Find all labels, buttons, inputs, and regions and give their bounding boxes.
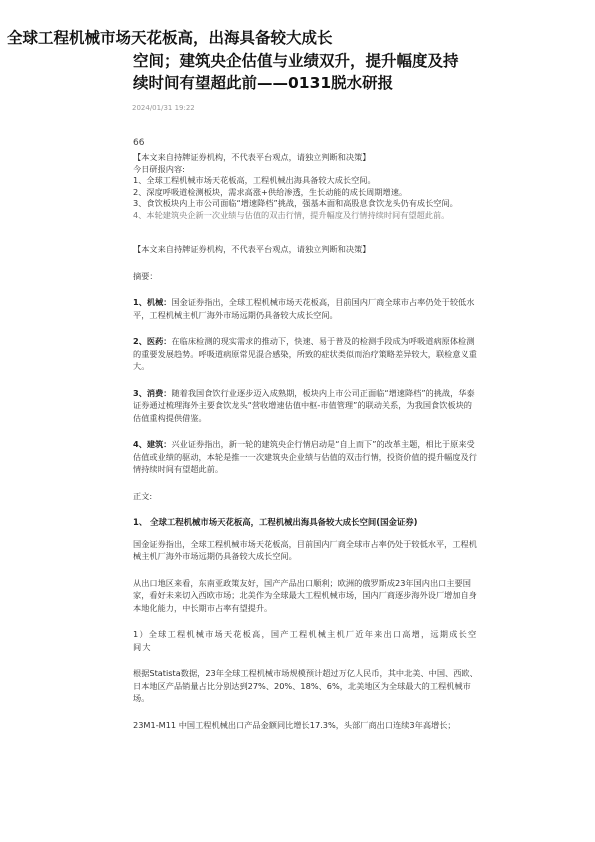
section-paragraph: 从出口地区来看，东南亚政策友好，国产产品出口顺利；欧洲的俄罗斯成23年国内出口主要国家，看好未来切入西欧市场；北美作为全球最大工程机械市场，国内厂商逐步海外设厂增加自身本地化能力，中长期市占率有望提升。 [133, 577, 477, 613]
notice-item: 4、本轮建筑央企新一次业绩与估值的双击行情，提升幅度及行情持续时间有望超此前。 [133, 209, 450, 220]
section-paragraph: 国金证券指出，全球工程机械市场天花板高，目前国内厂商全球市占率仍处于较低水平，工程机械主机厂海外市场远期仍具备较大成长空间。 [133, 538, 477, 561]
notice-box [133, 152, 493, 221]
notice-item: 3、食饮板块内上市公司面临“增速降档”挑战，强基本面和高股息食饮龙头仍有成长空间。 [133, 198, 458, 208]
article-title-line-3: 续时间有望超此前——0131脱水研报 [133, 74, 394, 92]
point-label: 2、医药： [133, 336, 172, 346]
notice-intro: 今日研报内容: [133, 163, 185, 174]
point-label: 1、机械： [133, 297, 172, 307]
point-label: 3、消费： [133, 387, 172, 398]
point-text: 在临床检测的现实需求的推动下，快速、易于普及的检测手段成为呼吸道病原体检测的重要发展趋势。呼吸道病原常见混合感染，所致的症状类似而治疗策略差异较大，联检意义重大。 [133, 336, 477, 371]
body-disclaimer: 【本文来自持牌证券机构，不代表平台观点，请独立判断和决策】 [133, 244, 371, 254]
notice-disclaimer: 【本文来自持牌证券机构，不代表平台观点，请独立判断和决策】 [133, 152, 371, 162]
notice-item: 1、全球工程机械市场天花板高，工程机械出海具备较大成长空间。 [133, 175, 376, 185]
section-paragraph: 23M1-M11 中国工程机械出口产品金额同比增长17.3%，头部厂商出口连续3年高增长； [133, 719, 456, 730]
summary-point-medical [133, 335, 479, 373]
main-text-label: 正文: [133, 490, 153, 501]
point-text: 兴业证券指出，新一轮的建筑央企行情启动是“自上而下”的改革主题，相比于原来受估值或业绩的驱动，本轮是推一一次建筑央企业绩与估值的双击行情，投资价值的提升幅度及行情持续时间有望超此前。 [133, 439, 477, 474]
point-text: 国金证券指出，全球工程机械市场天花板高，目前国内厂商全球市占率仍处于较低水平，工程机械主机厂海外市场远期仍具备较大成长空间。 [133, 297, 475, 320]
summary-point-consumer [133, 387, 479, 425]
section-heading: 1、 全球工程机械市场天花板高，工程机械出海具备较大成长空间(国金证券) [133, 517, 418, 527]
summary-point-machinery [133, 296, 479, 321]
point-label: 4、建筑： [133, 439, 172, 449]
quote-icon: 66 [133, 138, 145, 148]
publish-date: 2024/01/31 19:22 [132, 104, 195, 112]
article-body [133, 243, 479, 731]
subsection-heading: 1）全球工程机械市场天花板高，国产工程机械主机厂近年来出口高增，远期成长空间大 [133, 629, 478, 652]
article-title-line-1: 全球工程机械市场天花板高，出海具备较大成长 [7, 29, 333, 47]
section-paragraph: 根据Statista数据，23年全球工程机械市场规模预计超过万亿人民币，其中北美、中国、西欧、日本地区产品销量占比分别达到27%、20%、18%、6%，北美地区为全球最大的工程机械市场。 [133, 668, 478, 703]
notice-item: 2、深度呼吸道检测板块，需求高涨+供给渗透，生长动能的成长周期增速。 [133, 186, 408, 197]
point-text: 随着我国食饮行业逐步迈入成熟期，板块内上市公司正面临“增速降档”的挑战，华泰证券通过梳理海外主要食饮龙头“营收增速估值中枢-市值管理”的联动关系，为我国食饮板块的估值重构提供借鉴。 [133, 387, 475, 423]
article-title-line-2: 空间；建筑央企估值与业绩双升，提升幅度及持 [133, 52, 459, 70]
summary-point-construction [133, 438, 479, 476]
summary-label: 摘要： [133, 270, 158, 281]
